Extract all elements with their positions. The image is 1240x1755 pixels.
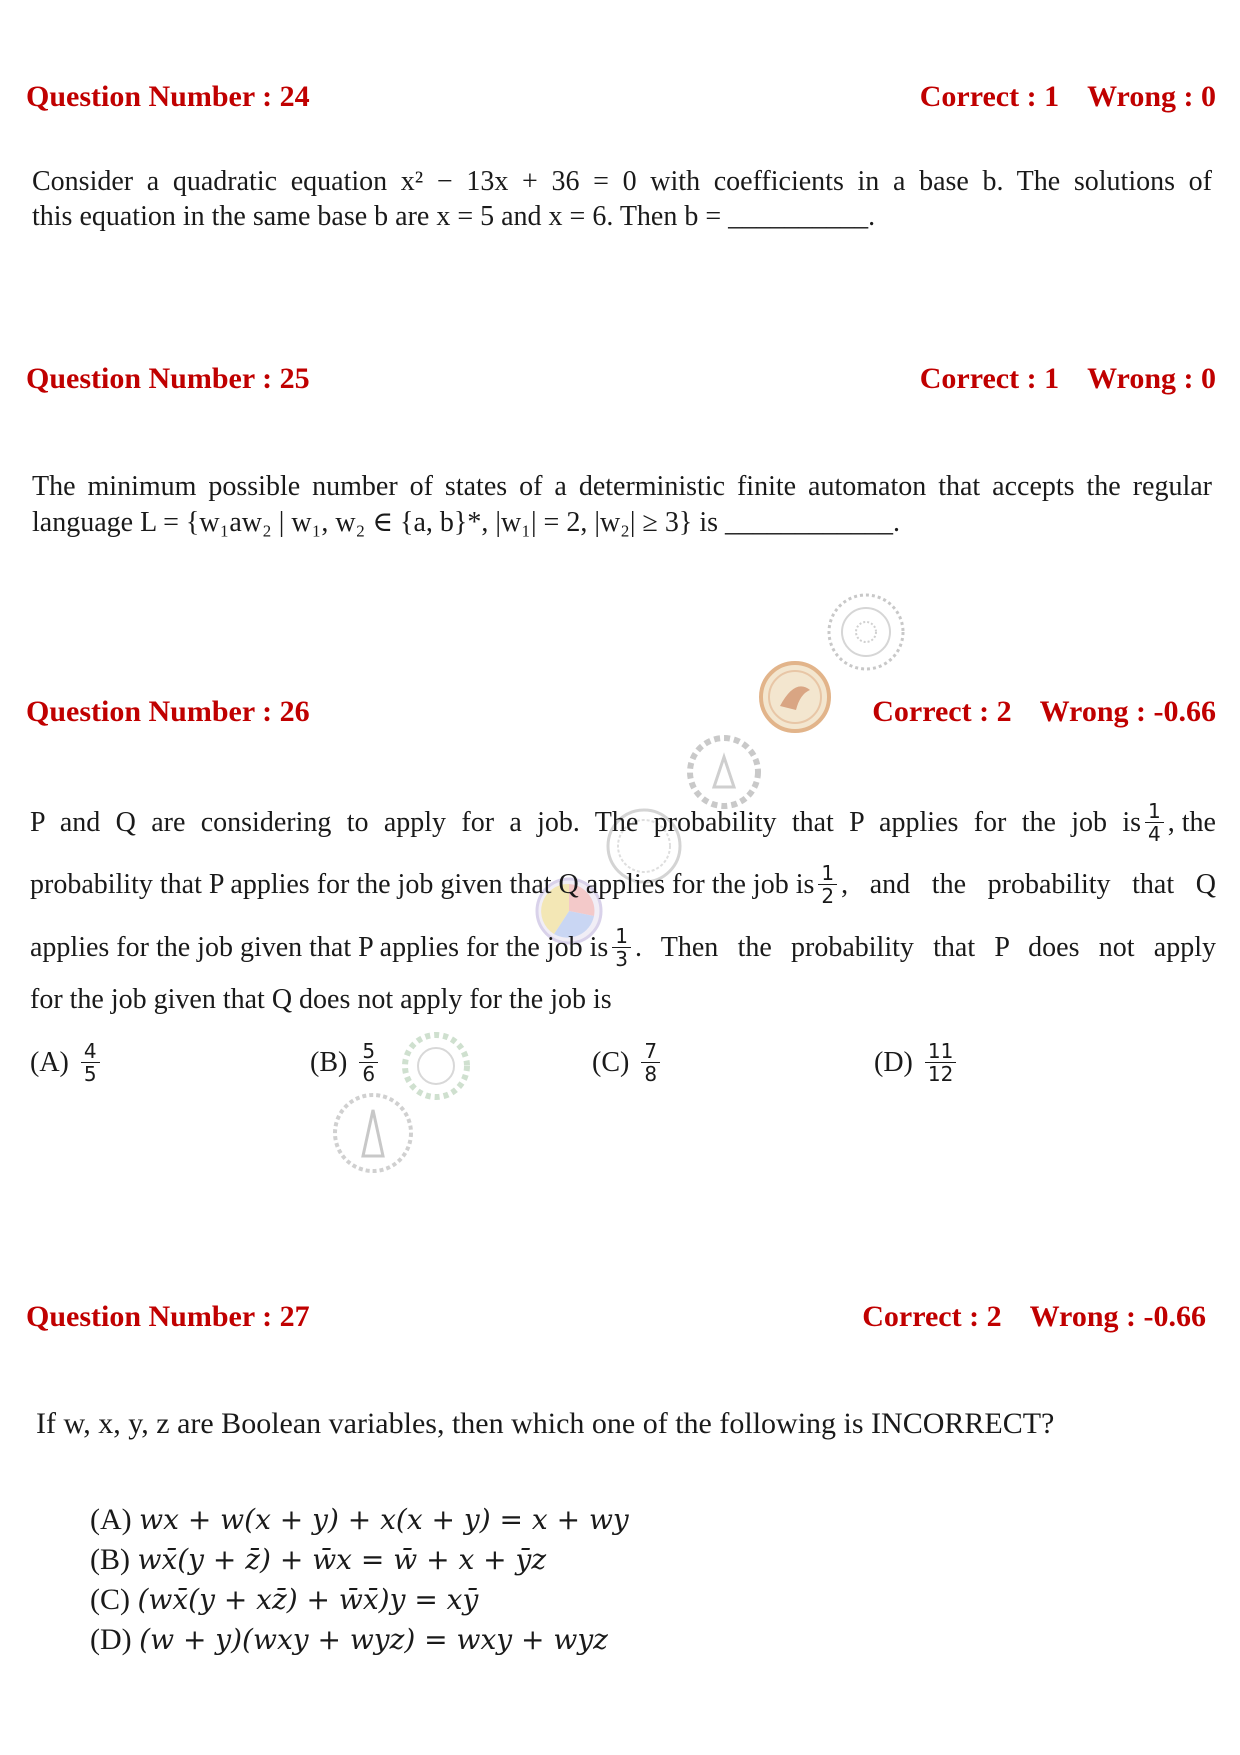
q26-marks: [872, 695, 1216, 729]
q26-line-1: [30, 800, 1216, 845]
q26-option-a-fraction: [81, 1040, 100, 1085]
q26-frac3-num: 1: [615, 924, 629, 948]
q26-option-a-den: 5: [81, 1062, 100, 1085]
q26-correct: Correct : 2: [872, 695, 1012, 728]
q25-wrong: Wrong : 0: [1087, 362, 1216, 395]
q27-option-a-expr: wx + w(x + y) + x(x + y) = x + wy: [139, 1503, 629, 1536]
q27-option-a: [90, 1500, 629, 1540]
q27-option-c-label: (C): [90, 1583, 130, 1616]
q27-option-d-expr: (w + y)(wxy + wyz) = wxy + wyz: [139, 1623, 608, 1656]
q26-option-d-fraction: [925, 1040, 956, 1085]
q26-header: [26, 695, 1216, 735]
q27-option-c-expr: (wx̄(y + xz̄) + w̄x̄)y = xȳ: [137, 1583, 479, 1616]
q26-frac2-num: 1: [821, 861, 835, 885]
q25-correct: Correct : 1: [919, 362, 1060, 395]
tower-seal-watermark: [330, 1090, 416, 1176]
q26-option-d-den: 12: [925, 1062, 956, 1085]
q26-option-c: [592, 1040, 664, 1085]
q26-number: Question Number : 26: [26, 695, 310, 728]
q26-fraction-3: [612, 925, 631, 970]
q26-option-d-label: (D): [874, 1046, 913, 1078]
q24-line-1: Consider a quadratic equation x² − 13x + 36 = 0 with coefficients in a base b. The solutions of: [32, 166, 1212, 197]
q27-marks: [862, 1300, 1206, 1334]
q24-wrong: Wrong : 0: [1087, 80, 1216, 113]
q26-frac2-den: 2: [818, 884, 837, 907]
q25-line-2: language L = {w₁aw₂ | w₁, w₂ ∈ {a, b}*, |w₁| = 2, |w₂| ≥ 3} is ____________.: [32, 507, 901, 538]
q26-option-b: [310, 1040, 382, 1085]
q26-line-2-text: probability that P applies for the job given that Q applies for the job is: [30, 868, 815, 900]
q26-fraction-2: [818, 862, 837, 907]
q27-option-a-label: (A): [90, 1503, 132, 1536]
q27-option-b-expr: wx̄(y + z̄) + w̄x = w̄ + x + ȳz: [137, 1543, 547, 1576]
q27-option-d: [90, 1620, 608, 1660]
q26-option-d-num: 11: [927, 1039, 954, 1063]
q26-option-a: [30, 1040, 104, 1085]
q26-line-3-tail: . Then the probability that P does not apply: [635, 931, 1216, 963]
q26-frac3-den: 3: [612, 947, 631, 970]
q26-line-3-text: applies for the job given that P applies for the job is: [30, 931, 609, 963]
q26-option-b-label: (B): [310, 1046, 348, 1078]
q24-number: Question Number : 24: [26, 80, 310, 113]
q27-wrong: Wrong : -0.66: [1029, 1300, 1206, 1333]
q26-line-3: [30, 925, 1216, 970]
q24-correct: Correct : 1: [919, 80, 1060, 113]
q26-frac1-num: 1: [1148, 799, 1161, 823]
q26-frac1-den: 4: [1145, 822, 1164, 845]
q26-option-a-label: (A): [30, 1046, 69, 1078]
q26-line-2-tail: , and the probability that Q: [841, 868, 1216, 900]
q27-number: Question Number : 27: [26, 1300, 310, 1333]
q26-option-c-num: 7: [644, 1039, 658, 1063]
q25-number: Question Number : 25: [26, 362, 310, 395]
q27-correct: Correct : 2: [862, 1300, 1002, 1333]
q26-option-c-den: 8: [641, 1062, 660, 1085]
q26-option-c-label: (C): [592, 1046, 630, 1078]
q27-stem: If w, x, y, z are Boolean variables, then which one of the following is INCORRECT?: [36, 1407, 1055, 1440]
q26-wrong: Wrong : -0.66: [1039, 695, 1216, 728]
q26-line-1-tail: , the: [1167, 806, 1216, 838]
q26-fraction-1: [1145, 800, 1164, 845]
q26-line-2: [30, 862, 1216, 907]
q26-option-b-fraction: [359, 1040, 378, 1085]
institute-seal-watermark: [826, 592, 906, 672]
q27-option-d-label: (D): [90, 1623, 132, 1656]
q25-header: [26, 362, 1216, 402]
q26-option-b-num: 5: [362, 1039, 376, 1063]
q24-header: [26, 80, 1216, 120]
q27-option-b: [90, 1540, 546, 1580]
q24-line-2: this equation in the same base b are x = 5 and x = 6. Then b = __________.: [32, 201, 876, 232]
q26-option-b-den: 6: [359, 1062, 378, 1085]
q26-line-4: for the job given that Q does not apply for the job is: [30, 984, 612, 1015]
q26-option-d: [874, 1040, 960, 1085]
q26-option-a-num: 4: [83, 1039, 97, 1063]
q25-line-1: The minimum possible number of states of a deterministic finite automaton that accepts the regular: [32, 471, 1212, 502]
q26-option-c-fraction: [641, 1040, 660, 1085]
q25-marks: [920, 362, 1216, 396]
q24-marks: [920, 80, 1216, 114]
q27-header: [26, 1300, 1206, 1340]
q27-option-c: [90, 1580, 478, 1620]
q26-line-1-text: P and Q are considering to apply for a job. The probability that P applies for the job is: [30, 806, 1142, 838]
q27-option-b-label: (B): [90, 1543, 130, 1576]
gear-seal-watermark: [400, 1030, 472, 1102]
